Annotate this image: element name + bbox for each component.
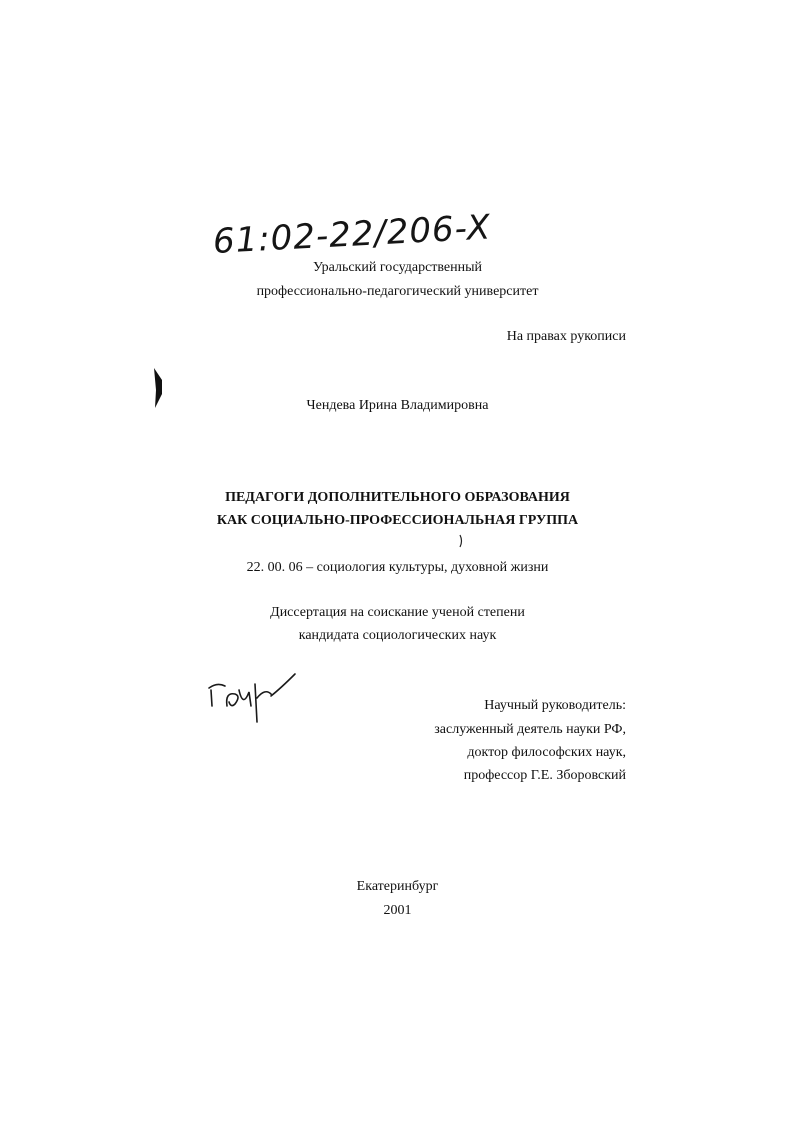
specialty-code: 22. 00. 06 – социология культуры, духовной жизни (246, 560, 549, 575)
supervisor-title-2: доктор философских наук, (467, 745, 626, 760)
handwritten-signature (205, 668, 300, 728)
manuscript-rights-note: На правах рукописи (506, 329, 626, 344)
supervisor-title-1: заслуженный деятель науки РФ, (434, 722, 626, 737)
supervisor-label: Научный руководитель: (484, 698, 626, 713)
dissertation-line-2: кандидата социологических наук (298, 628, 497, 643)
institution-line-2: профессионально-педагогический университет (256, 284, 539, 299)
title-line-2: КАК СОЦИАЛЬНО-ПРОФЕССИОНАЛЬНАЯ ГРУППА (216, 513, 579, 528)
supervisor-name: профессор Г.Е. Зборовский (463, 768, 626, 783)
year: 2001 (383, 903, 412, 918)
city: Екатеринбург (356, 879, 439, 894)
author-name: Чендева Ирина Владимировна (306, 398, 489, 413)
title-line-1: ПЕДАГОГИ ДОПОЛНИТЕЛЬНОГО ОБРАЗОВАНИЯ (225, 490, 570, 505)
stray-pen-mark (458, 534, 464, 548)
dissertation-line-1: Диссертация на соискание ученой степени (270, 605, 525, 620)
institution-line-1: Уральский государственный (312, 260, 483, 275)
handwritten-catalog-code: 61:02-22/206-X (212, 207, 492, 262)
